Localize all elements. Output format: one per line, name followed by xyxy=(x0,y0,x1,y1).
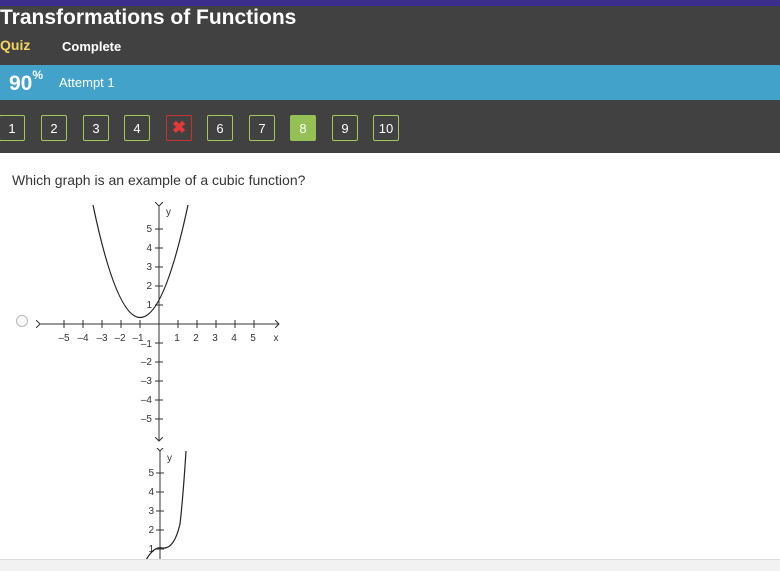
y-tick-label: –3 xyxy=(140,376,152,387)
x-tick-label: –1 xyxy=(132,333,144,344)
question-4-label: 4 xyxy=(133,120,141,136)
question-8-button[interactable] xyxy=(290,115,316,141)
y-tick-label: 5 xyxy=(148,468,154,479)
question-2-label: 2 xyxy=(50,120,58,136)
section-label: Quiz xyxy=(0,37,31,53)
parabola-curve xyxy=(93,205,188,318)
x-tick-label: –4 xyxy=(77,333,89,344)
x-tick-label: 5 xyxy=(250,333,256,344)
question-text: Which graph is an example of a cubic function? xyxy=(12,172,306,188)
y-tick-label: 4 xyxy=(146,243,152,254)
question-3-button[interactable] xyxy=(83,115,109,141)
score-number: 90 xyxy=(9,72,33,95)
y-tick-label: –5 xyxy=(140,414,152,425)
quiz-header xyxy=(0,6,780,65)
attempt-label: Attempt 1 xyxy=(59,75,115,90)
page-title: Transformations of Functions xyxy=(0,6,297,29)
score-bar xyxy=(0,65,780,100)
question-9-label: 9 xyxy=(341,120,349,136)
y-tick-label: 3 xyxy=(146,262,152,273)
bottom-bar xyxy=(0,559,780,571)
y-axis-label: y xyxy=(167,453,172,464)
question-5-button[interactable] xyxy=(166,115,192,141)
y-tick-label: 5 xyxy=(146,224,152,235)
x-tick-label: 4 xyxy=(231,333,237,344)
y-tick-label: –4 xyxy=(140,395,152,406)
wrong-x-icon: ✖ xyxy=(171,118,187,137)
question-nav xyxy=(0,100,780,153)
y-tick-label: 2 xyxy=(146,281,152,292)
question-7-label: 7 xyxy=(258,120,266,136)
question-9-button[interactable] xyxy=(332,115,358,141)
question-4-button[interactable] xyxy=(124,115,150,141)
question-7-button[interactable] xyxy=(249,115,275,141)
y-axis-label: y xyxy=(166,207,171,218)
y-tick-label: 4 xyxy=(148,487,154,498)
question-3-label: 3 xyxy=(92,120,100,136)
answer-option-2-graph xyxy=(120,448,200,560)
question-8-label: 8 xyxy=(299,120,307,136)
question-1-label: 1 xyxy=(8,120,16,136)
x-tick-label: 3 xyxy=(212,333,218,344)
y-tick-label: –2 xyxy=(140,357,152,368)
question-1-button[interactable] xyxy=(0,115,25,141)
y-tick-label: 2 xyxy=(148,525,154,536)
x-tick-label: 1 xyxy=(174,333,180,344)
y-tick-label: 3 xyxy=(148,506,154,517)
question-6-label: 6 xyxy=(216,120,224,136)
x-axis-label: x xyxy=(273,333,279,344)
question-10-button[interactable] xyxy=(373,115,399,141)
x-tick-label: –2 xyxy=(114,333,126,344)
y-tick-label: –1 xyxy=(140,339,152,350)
score-value xyxy=(9,68,44,96)
question-2-button[interactable] xyxy=(41,115,67,141)
question-6-button[interactable] xyxy=(207,115,233,141)
answer-option-1-radio[interactable] xyxy=(16,315,28,327)
question-10-label: 10 xyxy=(378,120,394,136)
x-tick-label: –5 xyxy=(58,333,70,344)
score-unit: % xyxy=(32,68,44,82)
y-tick-label: 1 xyxy=(148,544,154,555)
y-tick-label: 1 xyxy=(146,300,152,311)
x-tick-label: –3 xyxy=(96,333,108,344)
answer-option-1-graph xyxy=(36,200,286,445)
x-tick-label: 2 xyxy=(193,333,199,344)
status-label: Complete xyxy=(62,39,122,54)
